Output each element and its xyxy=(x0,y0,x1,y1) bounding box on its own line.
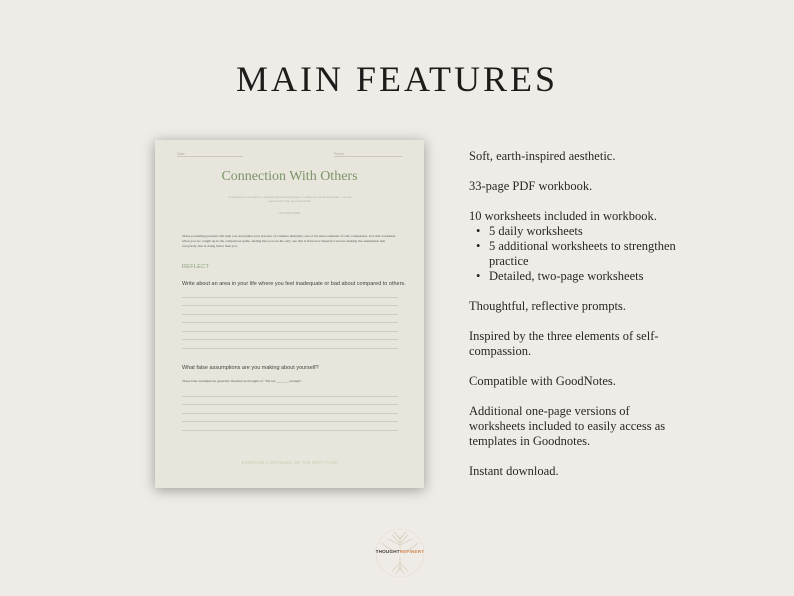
feature-goodnotes: Compatible with GoodNotes. xyxy=(469,374,616,388)
feature-templates: Additional one-page versions of worksheets included to easily access as templates in Goodnotes. xyxy=(469,404,666,448)
worksheet-meta xyxy=(177,152,402,160)
phase-field: Phase: xyxy=(334,152,402,157)
worksheet-preview xyxy=(155,140,424,488)
feature-worksheets xyxy=(469,209,679,284)
sublist-item: • Detailed, two-page worksheets xyxy=(469,269,679,284)
sublist-item: • 5 additional worksheets to strengthen practice xyxy=(469,239,679,269)
worksheet-intro: These journaling prompts will help you strengthen your practice of common humanity, one of the three elements of self-compassion. Use this worksheet when you are caught up in the comparison game, feeling like you are the only one that is flawed or imperfect and are making the assumption that everybody else is doing better than you. xyxy=(182,234,396,248)
prompt-1: Write about an area in your life where you feel inadequate or bad about compared to others. xyxy=(182,281,406,287)
features-list xyxy=(469,149,679,494)
feature-prompts: Thoughtful, reflective prompts. xyxy=(469,299,626,313)
worksheet-sublist xyxy=(469,224,679,284)
section-label: REFLECT xyxy=(182,264,210,270)
prompt-2: What false assumptions are you making about yourself? xyxy=(182,365,319,371)
worksheet-quote: Compassion is an instinct, a capacity that the body knows. In reality, we are all connected — we are each a part of the great web of life. xyxy=(228,195,352,203)
brand-name: THOUGHTREFINERY xyxy=(375,549,425,554)
writing-lines-2 xyxy=(182,388,398,431)
date-field: Date: xyxy=(177,152,243,157)
worksheet-title: Connection With Others xyxy=(221,169,358,184)
page-heading: MAIN FEATURES xyxy=(235,59,559,99)
feature-worksheets-label: 10 worksheets included in workbook. xyxy=(469,209,657,223)
feature-download: Instant download. xyxy=(469,464,559,478)
feature-self-compassion: Inspired by the three elements of self-compassion. xyxy=(469,329,659,358)
quote-author: AUTHOR NAME xyxy=(279,211,300,215)
sublist-item: • 5 daily worksheets xyxy=(469,224,679,239)
feature-page-count: 33-page PDF workbook. xyxy=(469,179,593,193)
prompt-2-subtext: These false assumptions generally manifest as thoughts of "I'm not _______ enough". xyxy=(182,379,303,383)
feature-aesthetic: Soft, earth-inspired aesthetic. xyxy=(469,149,616,163)
continued-note: EXERCISE CONTINUED ON THE NEXT PAGE xyxy=(241,460,338,465)
writing-lines-1 xyxy=(182,289,398,349)
brand-logo xyxy=(374,527,426,579)
